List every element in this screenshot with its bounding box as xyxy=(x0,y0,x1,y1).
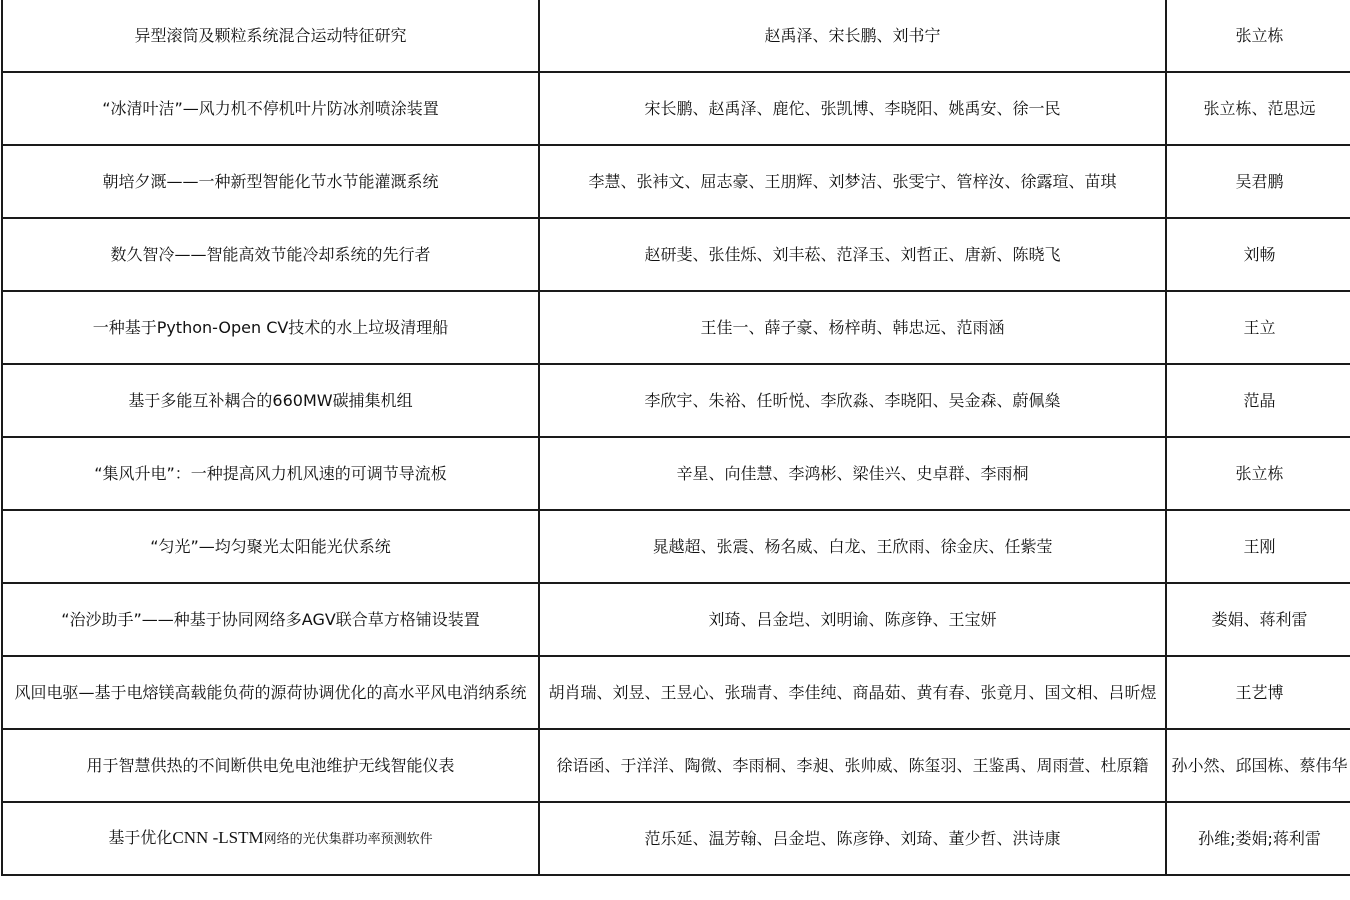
advisor: 王刚 xyxy=(1243,536,1276,556)
advisor: 孙小然、邱国栋、蔡伟华 xyxy=(1171,755,1348,775)
project-title: 异型滚筒及颗粒系统混合运动特征研究 xyxy=(134,25,407,45)
members-cell xyxy=(539,729,1166,802)
table-row xyxy=(2,218,1350,291)
table-row xyxy=(2,656,1350,729)
project-title-cell xyxy=(2,145,539,218)
advisor-cell xyxy=(1166,656,1350,729)
members-cell xyxy=(539,656,1166,729)
members-cell xyxy=(539,0,1166,72)
advisor-cell xyxy=(1166,729,1350,802)
team-members: 李慧、张袆文、屈志豪、王朋辉、刘梦洁、张雯宁、管梓汝、徐露瑄、苗琪 xyxy=(588,171,1117,191)
project-title: “治沙助手”——种基于协同网络多AGV联合草方格铺设装置 xyxy=(61,609,480,629)
advisor-cell xyxy=(1166,72,1350,145)
members-cell xyxy=(539,583,1166,656)
table-row xyxy=(2,510,1350,583)
project-title-suffix: 网络的光伏集群功率预测软件 xyxy=(263,831,433,847)
table-row xyxy=(2,291,1350,364)
project-title: 风回电驱—基于电熔镁高载能负荷的源荷协调优化的高水平风电消纳系统 xyxy=(14,682,527,702)
team-members: 范乐延、温芳翰、吕金垲、陈彦铮、刘琦、董少哲、洪诗康 xyxy=(644,828,1061,848)
advisor-cell xyxy=(1166,291,1350,364)
advisor-cell xyxy=(1166,364,1350,437)
team-members: 王佳一、薛子豪、杨梓萌、韩忠远、范雨涵 xyxy=(700,317,1005,337)
members-cell xyxy=(539,437,1166,510)
table-row xyxy=(2,802,1350,875)
members-cell xyxy=(539,72,1166,145)
team-members: 辛星、向佳慧、李鸿彬、梁佳兴、史卓群、李雨桐 xyxy=(676,463,1029,483)
team-members: 徐语函、于洋洋、陶微、李雨桐、李昶、张帅威、陈玺羽、王鉴禹、周雨萱、杜原籍 xyxy=(556,755,1149,775)
team-members: 胡肖瑞、刘昱、王昱心、张瑞青、李佳纯、商晶茹、黄有春、张竟月、国文相、吕昕煜 xyxy=(548,682,1157,702)
members-cell xyxy=(539,510,1166,583)
project-title: 数久智冷——智能高效节能冷却系统的先行者 xyxy=(110,244,431,264)
project-title-cell xyxy=(2,364,539,437)
advisor-cell xyxy=(1166,0,1350,72)
advisor: 张立栋 xyxy=(1235,463,1284,483)
advisor: 张立栋 xyxy=(1235,25,1284,45)
advisor-cell xyxy=(1166,437,1350,510)
project-title: 用于智慧供热的不间断供电免电池维护无线智能仪表 xyxy=(86,755,455,775)
members-cell xyxy=(539,364,1166,437)
project-title-cell xyxy=(2,802,539,875)
project-title-cell xyxy=(2,291,539,364)
project-title-prefix: 基于优化 xyxy=(108,827,173,847)
table-row xyxy=(2,0,1350,72)
project-title-cell xyxy=(2,510,539,583)
team-members: 赵禹泽、宋长鹏、刘书宁 xyxy=(764,25,941,45)
project-title: “匀光”—均匀聚光太阳能光伏系统 xyxy=(150,536,391,556)
advisor: 孙维;娄娟;蒋利雷 xyxy=(1198,828,1321,848)
project-title: “冰清叶洁”—风力机不停机叶片防冰剂喷涂装置 xyxy=(102,98,439,118)
table-row xyxy=(2,729,1350,802)
project-title-cell xyxy=(2,583,539,656)
advisor: 王立 xyxy=(1243,317,1276,337)
advisor: 张立栋、范思远 xyxy=(1203,98,1316,118)
advisor-cell xyxy=(1166,218,1350,291)
members-cell xyxy=(539,802,1166,875)
advisor-cell xyxy=(1166,583,1350,656)
team-members: 晁越超、张震、杨名威、白龙、王欣雨、徐金庆、任紫莹 xyxy=(652,536,1053,556)
project-title-cell xyxy=(2,0,539,72)
project-title-latin: CNN -LSTM xyxy=(172,827,264,847)
team-members: 刘琦、吕金垲、刘明谕、陈彦铮、王宝妍 xyxy=(708,609,997,629)
project-title-cell xyxy=(2,656,539,729)
table-row xyxy=(2,583,1350,656)
advisor-cell xyxy=(1166,145,1350,218)
advisor: 范晶 xyxy=(1243,390,1276,410)
project-title: 朝培夕溉——一种新型智能化节水节能灌溉系统 xyxy=(102,171,439,191)
project-title-cell xyxy=(2,218,539,291)
project-title-cell xyxy=(2,729,539,802)
project-table xyxy=(1,0,1350,876)
project-title: 一种基于Python-Open CV技术的水上垃圾清理船 xyxy=(92,317,449,337)
advisor-cell xyxy=(1166,802,1350,875)
members-cell xyxy=(539,291,1166,364)
members-cell xyxy=(539,145,1166,218)
table-row xyxy=(2,437,1350,510)
team-members: 宋长鹏、赵禹泽、鹿佗、张凯博、李晓阳、姚禹安、徐一民 xyxy=(644,98,1061,118)
project-title-cell xyxy=(2,437,539,510)
table-row xyxy=(2,72,1350,145)
advisor-cell xyxy=(1166,510,1350,583)
advisor: 娄娟、蒋利雷 xyxy=(1211,609,1308,629)
advisor: 刘畅 xyxy=(1243,244,1276,264)
team-members: 赵研斐、张佳烁、刘丰菘、范泽玉、刘哲正、唐新、陈晓飞 xyxy=(644,244,1061,264)
table-row xyxy=(2,364,1350,437)
advisor: 王艺博 xyxy=(1235,682,1284,702)
advisor: 吴君鹏 xyxy=(1235,171,1284,191)
members-cell xyxy=(539,218,1166,291)
team-members: 李欣宇、朱裕、任昕悦、李欣淼、李晓阳、吴金森、蔚佩燊 xyxy=(644,390,1061,410)
project-title: “集风升电”：一种提高风力机风速的可调节导流板 xyxy=(94,463,447,483)
project-title xyxy=(108,828,432,850)
project-title-cell xyxy=(2,72,539,145)
table-row xyxy=(2,145,1350,218)
project-title: 基于多能互补耦合的660MW碳捕集机组 xyxy=(128,390,413,410)
